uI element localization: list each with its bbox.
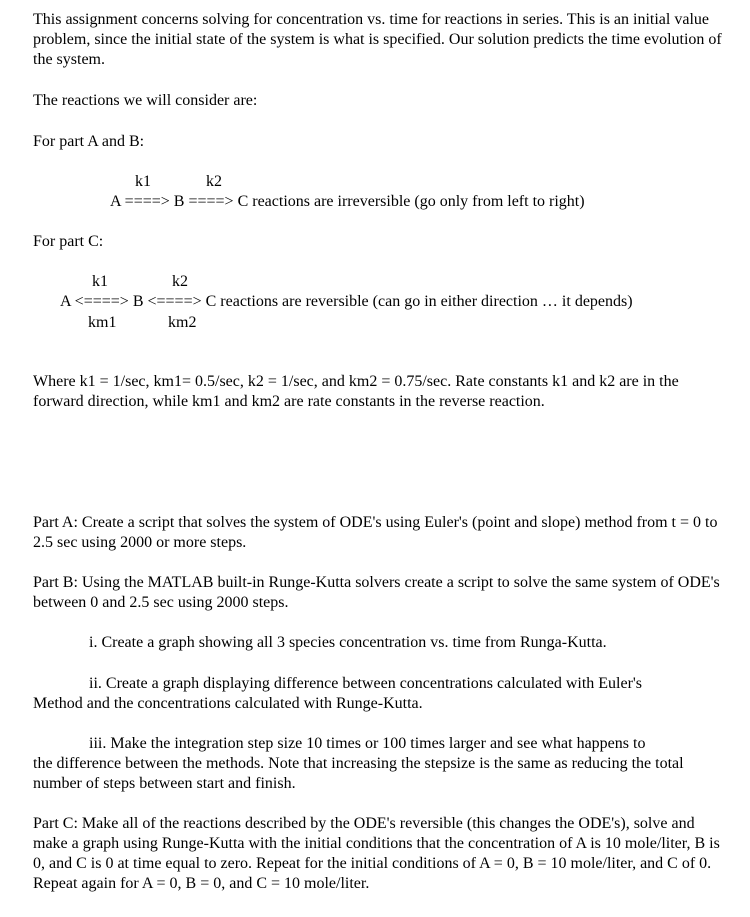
part-b-item-i: i. Create a graph showing all 3 species concentration vs. time from Runga-Kutta.	[89, 634, 607, 651]
part-a-paragraph: Part A: Create a script that solves the system of ODE's using Euler's (point and slope) method from t = 0 to 2.5 sec using 2000 or more steps.	[33, 514, 718, 551]
reversible-reaction-scheme: A <====> B <====> C reactions are reversible (can go in either direction … it depends)	[60, 293, 633, 310]
part-b-item-iii-line2: the difference between the methods. Note that increasing the stepsize is the same as reducing the total number of steps between start and finish.	[33, 755, 684, 792]
rate-label-k2: k2	[206, 173, 222, 190]
rate-label-k1: k1	[135, 173, 151, 190]
part-b-item-iii-line1: iii. Make the integration step size 10 times or 100 times larger and see what happens to	[89, 735, 646, 752]
part-b-item-ii-line2: Method and the concentrations calculated with Runge-Kutta.	[33, 695, 423, 712]
rate-label-km2: km2	[168, 314, 197, 331]
intro-paragraph: This assignment concerns solving for concentration vs. time for reactions in series. This is an initial value problem, since the initial state of the system is what is specified. Our solution predicts the time evolution of the system.	[33, 11, 722, 68]
part-ab-heading: For part A and B:	[33, 133, 145, 150]
rate-label-k2: k2	[172, 273, 188, 290]
rate-constants-paragraph: Where k1 = 1/sec, km1= 0.5/sec, k2 = 1/sec, and km2 = 0.75/sec. Rate constants k1 and k2 are in the forward direction, while km1 and km2 are rate constants in the reverse reaction.	[33, 373, 679, 410]
irreversible-reaction-scheme: A ====> B ====> C reactions are irreversible (go only from left to right)	[110, 193, 585, 210]
reactions-intro: The reactions we will consider are:	[33, 92, 258, 109]
part-c-paragraph: Part C: Make all of the reactions described by the ODE's reversible (this changes the ODE's), solve and make a graph using Runge-Kutta with the initial conditions that the concentration of A is 10 mole/liter, B is 0, and C is 0 at time equal to zero. Repeat for the initial conditions of A = 0, B = 10 mole/liter, and C of 0. Repeat again for A = 0, B = 0, and C = 10 mole/liter.	[33, 815, 720, 892]
part-b-item-ii-line1: ii. Create a graph displaying difference between concentrations calculated with Euler's	[89, 675, 643, 692]
part-c-heading: For part C:	[33, 233, 104, 250]
rate-label-k1: k1	[92, 273, 108, 290]
part-b-paragraph: Part B: Using the MATLAB built-in Runge-Kutta solvers create a script to solve the same system of ODE's between 0 and 2.5 sec using 2000 steps.	[33, 574, 720, 611]
rate-label-km1: km1	[88, 314, 117, 331]
